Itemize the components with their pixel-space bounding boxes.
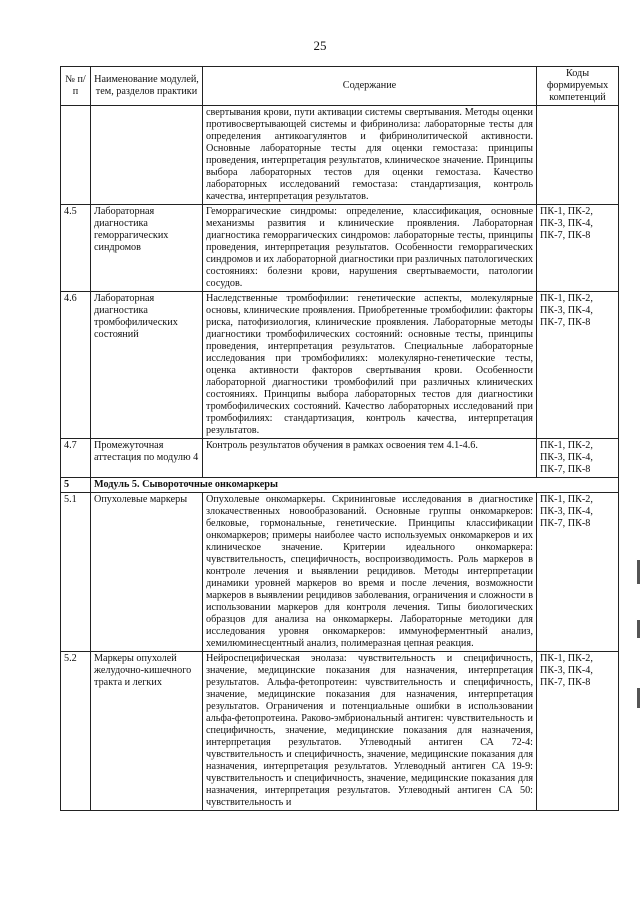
row-num: 4.7 (61, 439, 91, 478)
header-num: № п/п (61, 67, 91, 106)
header-codes: Коды формируемых компетенций (537, 67, 619, 106)
row-codes: ПК-1, ПК-2, ПК-3, ПК-4, ПК-7, ПК-8 (537, 292, 619, 439)
row-name: Промежуточная аттестация по модулю 4 (91, 439, 203, 478)
header-name: Наименование модулей, тем, разделов практики (91, 67, 203, 106)
row-num: 5.1 (61, 493, 91, 652)
row-name: Лабораторная диагностика геморрагических синдромов (91, 205, 203, 292)
table-row (61, 652, 619, 811)
row-codes: ПК-1, ПК-2, ПК-3, ПК-4, ПК-7, ПК-8 (537, 205, 619, 292)
row-name: Маркеры опухолей желудочно-кишечного тракта и легких (91, 652, 203, 811)
row-content: Контроль результатов обучения в рамках освоения тем 4.1-4.6. (203, 439, 537, 478)
row-codes: ПК-1, ПК-2, ПК-3, ПК-4, ПК-7, ПК-8 (537, 493, 619, 652)
page-number: 25 (313, 38, 327, 53)
table-row (61, 493, 619, 652)
row-num (61, 106, 91, 205)
module-row (61, 478, 619, 493)
row-num: 5.2 (61, 652, 91, 811)
row-num: 4.5 (61, 205, 91, 292)
table-row (61, 106, 619, 205)
table-row (61, 292, 619, 439)
row-content: Нейроспецифическая энолаза: чувствительность и специфичность, значение, медицинские показания для назначения, интерпретация результатов. Альфа-фетопротеин: чувствительность и специфичность, значение, медицинские показания для назначения, интерпретация результатов. Ограничения и потенциальные ошибки в использовании альфа-фетопротеина. Раково-эмбриональный антиген: чувствительность и специфичность, значение, медицинские показания для назначения, интерпретация результатов. Углеводный антиген СА 72-4: чувствительность и специфичность, значение, медицинские показания для назначения, интерпретация результатов. Углеводный антиген СА 19-9: чувствительность и специфичность, значение, медицинские показания для назначения, интерпретация результатов. Углеводный антиген СА 50: чувствительность и (203, 652, 537, 811)
row-name (91, 106, 203, 205)
row-name: Лабораторная диагностика тромбофилических состояний (91, 292, 203, 439)
row-num: 4.6 (61, 292, 91, 439)
row-content: Геморрагические синдромы: определение, классификация, основные механизмы развития и клинические проявления. Лабораторная диагностика геморрагических синдромов: лабораторные тесты, принципы проведения, интерпретация результатов. Особенности геморрагических синдромов и их лабораторной диагностики при различных патологических состояниях: болезни крови, нарушения свертываемости, патологии сосудов. (203, 205, 537, 292)
row-content: Наследственные тромбофилии: генетические аспекты, молекулярные основы, клинические проявления. Приобретенные тромбофилии: факторы риска, патофизиология, клинические проявления. Лабораторные методы диагностики тромбофилических состояний: основные тесты, принципы проведения, интерпретация результатов. Специальные лабораторные исследования при тромбофилиях: молекулярно-генетические тесты, оценка активности факторов свертывания крови. Особенности лабораторной диагностики тромбофилий при различных клинических состояниях. Принципы выбора лабораторных тестов для диагностики тромбофилических состояний. Качество лабораторных исследований при тромбофилиях: стандартизация, контроль качества, интерпретация результатов. (203, 292, 537, 439)
row-codes: ПК-1, ПК-2, ПК-3, ПК-4, ПК-7, ПК-8 (537, 439, 619, 478)
row-content: свертывания крови, пути активации системы свертывания. Методы оценки противосвертывающей системы и фибринолиза: лабораторные тесты для определения антикоагулянтов и фибринолитической активности. Основные лабораторные тесты для оценки гемостаза: принципы проведения, интерпретация результатов, клиническое значение. Принципы выбора лабораторных тестов для оценки гемостаза. Качество лабораторных исследований гемостаза: стандартизация, контроль качества, интерпретация результатов. (203, 106, 537, 205)
row-name: Опухолевые маркеры (91, 493, 203, 652)
row-codes (537, 106, 619, 205)
table-row (61, 205, 619, 292)
module-num: 5 (61, 478, 91, 493)
table-header-row (61, 67, 619, 106)
curriculum-table (60, 66, 619, 811)
row-codes: ПК-1, ПК-2, ПК-3, ПК-4, ПК-7, ПК-8 (537, 652, 619, 811)
table-row (61, 439, 619, 478)
module-title: Модуль 5. Сывороточные онкомаркеры (91, 478, 619, 493)
row-content: Опухолевые онкомаркеры. Скрининговые исследования в диагностике злокачественных новообразований. Основные группы онкомаркеров: белковые, гормональные, генетические. Принципы классификации онкомаркеров; примеры наиболее часто используемых онкомаркеров и их клиническое значение. Критерии идеального онкомаркера: чувствительность, специфичность, воспроизводимость. Роль маркеров в контроле лечения и выявлении рецидивов. Методы интерпретации динамики уровней маркеров во время и после лечения, возможности маркеров в выявлении рецидивов заболевания, ограничения и сложности в использовании маркеров для контроля лечения. Типы биологических образцов для анализа на онкомаркеры. Лабораторные методики для исследования уровня онкомаркеров: иммуноферментный анализ, хемилюминесцентный анализ, полимеразная цепная реакция. (203, 493, 537, 652)
header-content: Содержание (203, 67, 537, 106)
